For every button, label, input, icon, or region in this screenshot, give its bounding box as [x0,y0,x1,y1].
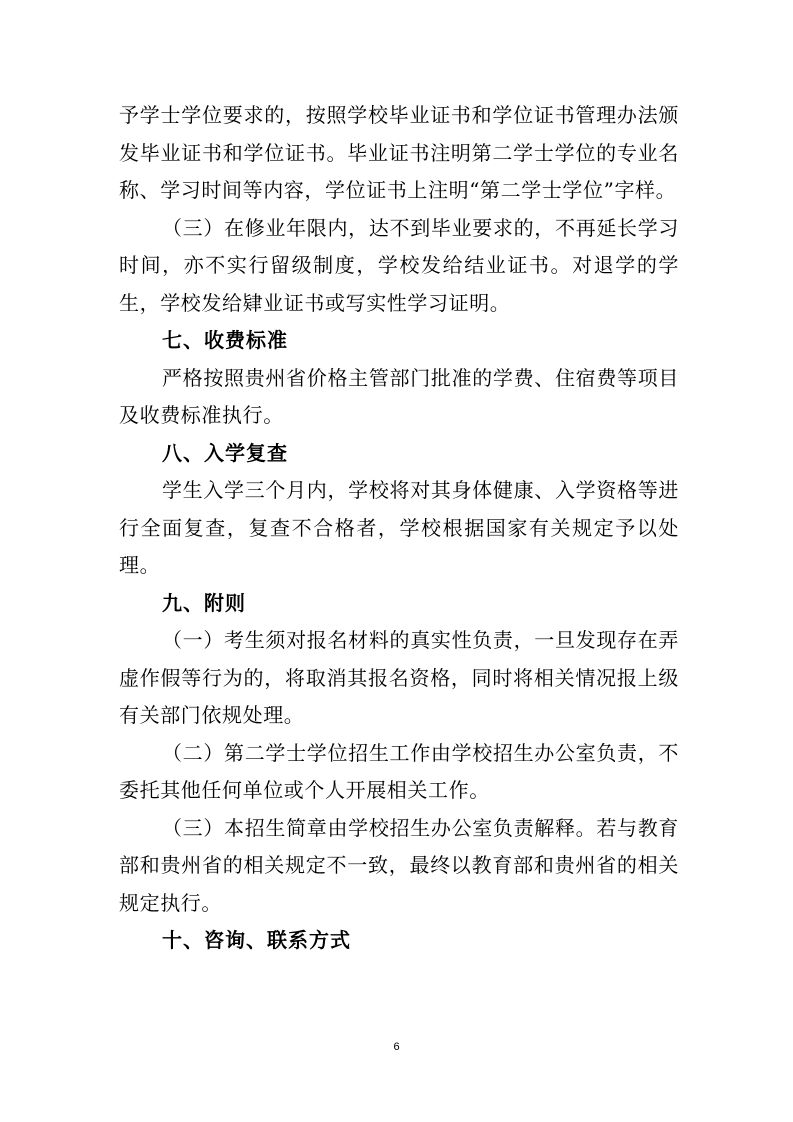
paragraph-enrollment-review: 学生入学三个月内，学校将对其身体健康、入学资格等进行全面复查，复查不合格者，学校根据国家有关规定予以处理。 [119,478,679,577]
paragraph-provision-two: （二）第二学士学位招生工作由学校招生办公室负责，不委托其他任何单位或个人开展相关工作。 [119,740,679,802]
paragraph-completion-certificate: （三）在修业年限内，达不到毕业要求的，不再延长学习时间，亦不实行留级制度，学校发给结业证书。对退学的学生，学校发给肄业证书或写实性学习证明。 [119,215,679,315]
paragraph-fees: 严格按照贵州省价格主管部门批准的学费、住宿费等项目及收费标准执行。 [119,365,679,427]
heading-contact: 十、咨询、联系方式 [162,928,351,952]
heading-fees: 七、收费标准 [162,328,288,352]
paragraph-degree-certificate: 予学士学位要求的，按照学校毕业证书和学位证书管理办法颁发毕业证书和学位证书。毕业证书注明第二学士学位的专业名称、学习时间等内容，学位证书上注明“第二学士学位”字样。 [119,103,679,202]
heading-enrollment-review: 八、入学复查 [162,440,288,465]
paragraph-provision-one: （一）考生须对报名材料的真实性负责，一旦发现存在弄虚作假等行为的，将取消其报名资格，同时将相关情况报上级有关部门依规处理。 [119,628,679,727]
document-body [119,97,679,960]
heading-supplementary-provisions: 九、附则 [162,590,246,615]
page-number: 6 [393,1041,400,1053]
paragraph-provision-three: （三）本招生简章由学校招生办公室负责解释。若与教育部和贵州省的相关规定不一致，最终以教育部和贵州省的相关规定执行。 [119,815,679,915]
